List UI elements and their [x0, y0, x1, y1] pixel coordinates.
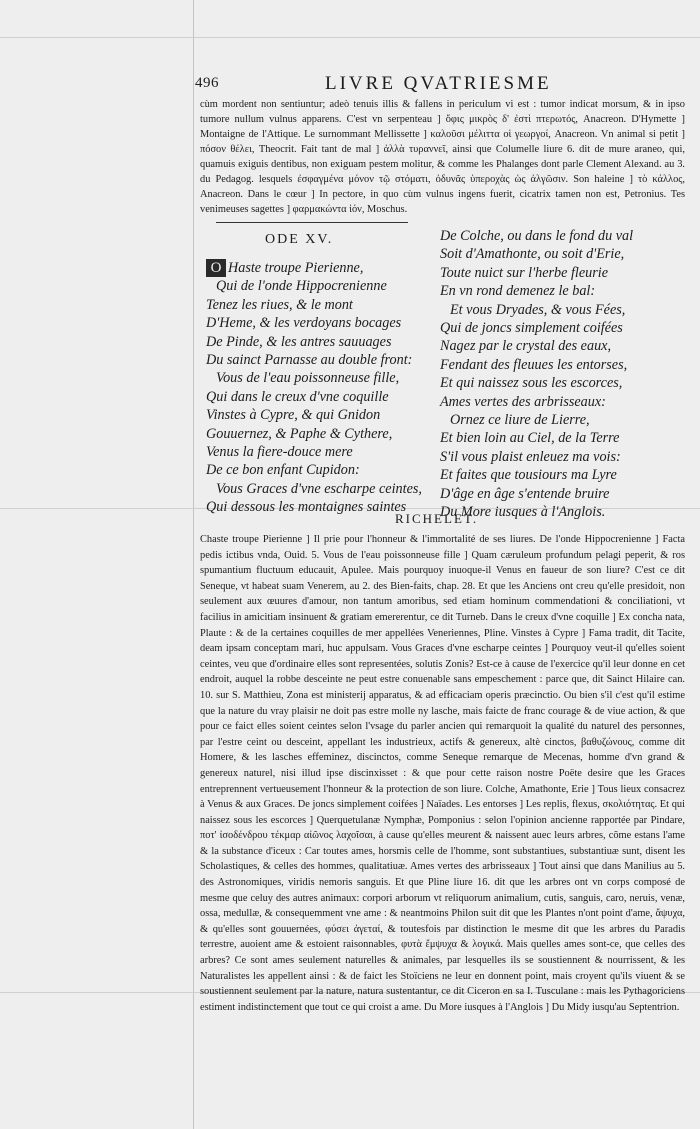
verse-line: De Pinde, & les antres sauuages	[206, 333, 392, 350]
verse-line: Qui dans le creux d'vne coquille	[206, 388, 389, 405]
ode-rule	[216, 222, 408, 223]
note-paragraph: cùm mordent non sentiuntur; adeò tenuis illis & fallens in periculum vi est : tumor indicat morsum, & in ipso tumore nullum vulnus apparens. C'est vn serpenteau ] ὄφις μικρὸς δ' ἐστὶ πτερωτός, Anacreon. D'Hymette ] Montaigne de l'Attique. Le surnommant Mellissette ] καλοῦσι μέλιττα οἱ γεωργοί, Anacreon. Vn animal si petit ] πόσον θέλει, Theocrit. Fait tant de mal ] ἀλλὰ τυραννεῖ, ainsi que Columelle liure 6. dit de mure araneo, qui, quamuis exiguis dentibus, non exiguam pestem molitur, & comme les Phalanges dont parle Clement Alexand. au 3. du Pedagog. lesquels ἐσφαγμένα μόνον τῷ στόματι, ὀδυνᾶς ὑπεροχὰς ὡς ἀλγῶσιν. Son haleine ] τὸ κάλλος, Anacreon. Dans le cœur ] In pectore, in quo cùm vulnus ingens fuerit, cicatrix tamen non est, Petronius. Tes venimeuses sagettes ] φαρμακώντα ἰόν, Moschus.	[200, 99, 685, 215]
verse-line: En vn rond demenez le bal:	[440, 283, 596, 300]
verse-line: De Colche, ou dans le fond du val	[440, 228, 634, 244]
verse-line: Et bien loin au Ciel, de la Terre	[440, 430, 620, 447]
page-number: 496	[195, 75, 219, 91]
verse-line: O Haste troupe Pierienne,	[206, 259, 436, 277]
verse-line: Gouuernez, & Paphe & Cythere,	[206, 425, 393, 442]
verse-line: Du sainct Parnasse au double front:	[206, 352, 413, 369]
verse-line: Vous Graces d'vne escharpe ceintes,	[216, 480, 422, 497]
top-notes	[200, 97, 685, 217]
page-fold-line	[193, 0, 194, 1129]
verse-line: Et qui naissez sous les escorces,	[440, 375, 623, 392]
verse-line: Vinstes à Cypre, & qui Gnidon	[206, 407, 381, 424]
commentary-paragraph: Chaste troupe Pierienne ] Il prie pour l'honneur & l'immortalité de ses liures. De l'onde Hippocrenienne ] Facta pedis ictibus vnda, Ouid. 5. Vous de l'eau poissonneuse fille ] Quam cæruleum profundum pelagi peperit, & ros spumantium fluctuum educauit, Apulee. Mais pourquoy inuoque-il Venus en faueur de son liure? C'est ce dit Seneque, vt habeat suam Venerem, au 2. des Bien-faits, chap. 28. Et que les Anciens ont creu qu'elle presidoit, non seulement aux œuures d'amour, non tantum amoribus, sed etiam hominum commendationi & conciliationi, vt facilius in amicitiam insinuent & gratiam emererentur, ce dit Turneb. Dans le creux d'vne coquille ] Ex concha nata, Plaute : & de la certaines coquilles de mer appellées Veneriennes, Pline. Vinstes à Cypre ] Fama tradit, dit Tacite, deam ipsam conceptam mari, huc appulsam. Vous Graces d'vne escharpe ceintes ] Pourquoy veut-il qu'elles soient ceintes, veu que d'ordinaire elles sont representées, solutis Zonis? Est-ce à cause de l'exercice qu'il leur donne en cet endroit, auquel la robbe desceinte ne peut estre conuenable sans empeschement : parce que, dit Sainct Hilaire can. 10. sur S. Matthieu, Zona est ministerij apparatus, & ad efficaciam operis præcinctio. Ou bien s'il c'est qu'il estime que la nature du vray plaisir ne doit pas estre molle ny lasche, mais faicte de franc courage & de viue action, & que pour ce faict elles soient ceintes selon l'vsage du parler ancien qui remarquoit la qualité du naturel des personnes, par l'estre ceint ou desceint, appellant les industrieux, actifs & genereux, altè cinctos, βαθυζώνους, comme dit Homere, & les lasches effeminez, discinctos, comme Seneque remarque de Mecenas, homme d'vn grand & genereux naturel, nisi illud ipse discinxisset : & que pour cette raison nostre Poëte desire que les Graces entreprennent vertueusement l'honneur & la protection de son liure. Colche, Amathonte, Erie ] Tous lieux consacrez à Venus & aux Graces. De joncs simplement coifées ] Naïades. Les entorses ] Les replis, flexus, σκολιότητας. Et qui naissez sous les escorces ] Querquetulanæ Nymphæ, Pomponius : selon l'opinion ancienne rapportée par Pindare, ποτ' ἰσοδένδρου τέκμαρ αἰῶνος λαχοῖσαι, à cause qu'elles meurent & naissent auec leurs arbres, cõme estans l'ame & la substance d'iceux : Car toutes ames, horsmis celle de l'homme, sont substantiues, substantiuæ sunt, disent les Scholastiques, & celles des hommes, qualitatiuæ. Ames vertes des arbrisseaux ] Tout ainsi que dans Manilius au 5. des Astronomiques, viridis nemoris sanguis. Et que Pline liure 16. dit que les arbres ont vn corps composé de mesme que celuy des autres animaux: corpori arborum vt reliquorum animalium, cutis, sanguis, caro, neruis, venæ, ossa, medullæ, & consequemment vne ame : & neantmoins Philon suit dit que les Plantes n'ont point d'ame, ἄψυχα, & qu'elles sont gouuernées, φύσει ἀγεταί, & toutesfois par distinction le mesme dit que les arbres du Paradis terrestre, auoient ame & estoient raisonnables, φυτὰ ἔμψυχα & λογικά. Mais quelles ames sont-ce, que celles des arbres? Ce sont ames seulement naturelles & animales, par lesquelles ils se soustiennent & nourrissent, & les Naturalistes les appellent ainsi : & de faict les Stoïciens ne leur en donnent point, mais croyent qu'ils viuent & se soustiennent seulement par la nature, natura sustentantur, ce dit Ciceron en sa I. Tusculane : mais les Pythagoriciens estiment indistinctement que tout ce qui croist a ame. Du More iusques à l'Anglois ] Du Midy iusqu'au Septentrion.	[200, 534, 685, 1013]
commentary-text	[200, 532, 685, 1015]
verse-line: D'Heme, & les verdoyans bocages	[206, 315, 402, 332]
commentary-title: RICHELET.	[395, 511, 479, 526]
verse-line: Qui de joncs simplement coifées	[440, 320, 623, 337]
verse-line: De ce bon enfant Cupidon:	[206, 462, 360, 479]
ode-title: ODE XV.	[265, 232, 334, 247]
running-head	[195, 73, 685, 97]
verse-line: Qui dessous les montaignes saintes	[206, 499, 407, 516]
verse-right-column	[440, 227, 685, 522]
verse-line: Nagez par le crystal des eaux,	[440, 338, 612, 355]
verse-line: D'âge en âge s'entende bruire	[440, 485, 610, 502]
verse-left-column	[206, 259, 436, 517]
verse-line: Soit d'Amathonte, ou soit d'Erie,	[440, 246, 625, 263]
verse-line: Et vous Dryades, & vous Fées,	[450, 301, 626, 318]
verse-line: Qui de l'onde Hippocrenienne	[216, 278, 387, 295]
verse-line: Fendant des fleuues les entorses,	[440, 356, 628, 373]
verse-line: Ames vertes des arbrisseaux:	[440, 393, 606, 410]
verse-line: Tenez les riues, & le mont	[206, 296, 353, 313]
verse-line: S'il vous plaist enleuez ma vois:	[440, 448, 621, 465]
verse-line: Venus la fiere-douce mere	[206, 444, 353, 461]
verse-line: Toute nuict sur l'herbe fleurie	[440, 264, 609, 281]
verse-line: Et faites que tousiours ma Lyre	[440, 467, 617, 484]
book-title: LIVRE QVATRIESME	[325, 73, 552, 94]
verse-line: Vous de l'eau poissonneuse fille,	[216, 370, 400, 387]
verse-line: Ornez ce liure de Lierre,	[450, 412, 590, 429]
scan-guide-line	[0, 37, 700, 38]
dropcap: O	[206, 259, 226, 277]
verse-line: Du More iusques à l'Anglois.	[440, 504, 606, 521]
